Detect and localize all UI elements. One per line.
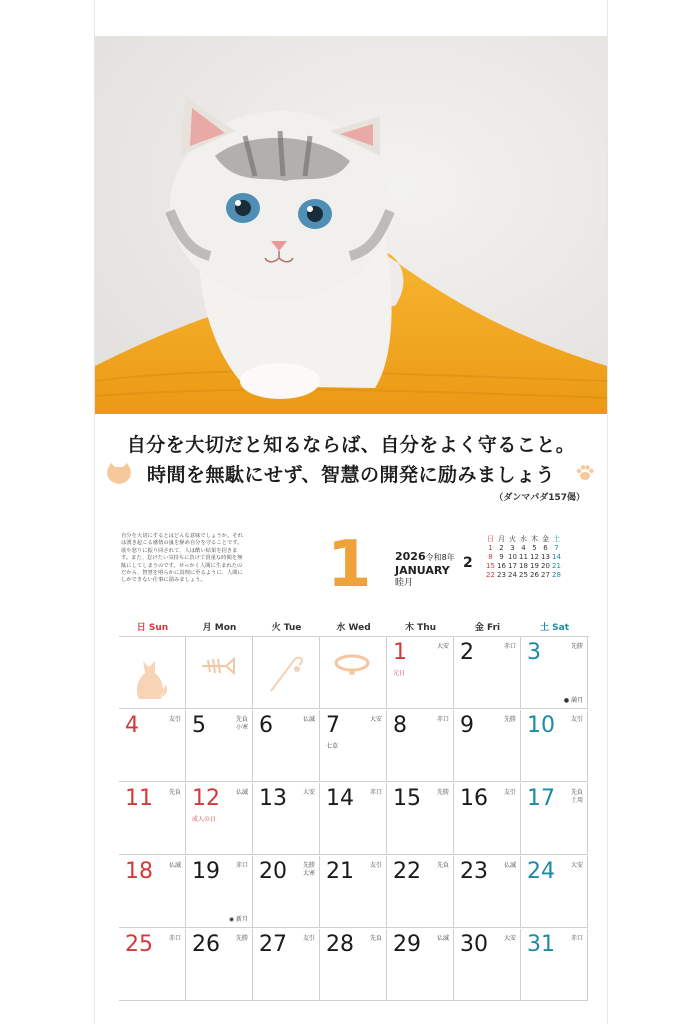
- empty-day-cell: [119, 637, 186, 709]
- mini-month-number: 2: [463, 555, 473, 571]
- rokuyo-label: 先負: [168, 789, 181, 796]
- rokuyo-label: 仏滅: [235, 789, 248, 796]
- day-cell[interactable]: [253, 929, 320, 1001]
- mini-day: 1: [488, 544, 493, 552]
- weekday-label: 月 Mon: [202, 623, 237, 633]
- mini-day: 12: [530, 553, 539, 561]
- mini-weekday: 火: [509, 535, 516, 543]
- day-number: 27: [259, 932, 287, 957]
- rokuyo-label: 仏滅: [436, 935, 449, 942]
- next-month-mini-calendar: [463, 535, 600, 580]
- mini-weekday: 月: [498, 535, 505, 543]
- day-cell[interactable]: [119, 856, 186, 928]
- mini-day: 7: [554, 544, 559, 552]
- mini-weekday: 金: [542, 535, 549, 543]
- day-cell[interactable]: [521, 783, 588, 855]
- day-number: 9: [460, 713, 474, 738]
- holiday-note: 元日: [393, 670, 406, 677]
- rokuyo-label: 先勝: [436, 789, 449, 796]
- day-cell[interactable]: [186, 783, 253, 855]
- rokuyo-label: 先負 小寒: [235, 716, 248, 731]
- month-number: 1: [327, 528, 372, 602]
- day-cell[interactable]: [253, 783, 320, 855]
- mini-day: 28: [552, 571, 561, 579]
- rokuyo-label: 仏滅: [302, 716, 315, 723]
- day-number: 18: [125, 859, 153, 884]
- day-number: 3: [527, 640, 541, 665]
- rokuyo-label: 赤口: [436, 716, 449, 723]
- paw-icon: [575, 464, 595, 482]
- day-number: 20: [259, 859, 287, 884]
- rokuyo-label: 先勝: [570, 643, 583, 650]
- quote-source: （ダンマパダ157偈）: [494, 493, 585, 503]
- rokuyo-label: 先負: [369, 935, 382, 942]
- weekday-label: 水 Wed: [336, 623, 371, 633]
- mini-weekday: 木: [531, 535, 538, 543]
- day-cell[interactable]: [320, 856, 387, 928]
- mini-day: 5: [532, 544, 537, 552]
- weekday-label: 土 Sat: [540, 623, 569, 633]
- cat-toy-wand-icon: [265, 651, 309, 699]
- holiday-note: 成人の日: [192, 816, 217, 823]
- day-cell[interactable]: [454, 637, 521, 709]
- moon-phase-label: ◉ 新月: [228, 916, 248, 923]
- day-cell[interactable]: [253, 710, 320, 782]
- day-number: 10: [527, 713, 555, 738]
- mini-day: 17: [508, 562, 517, 570]
- empty-day-cell: [320, 637, 387, 709]
- day-cell[interactable]: [521, 929, 588, 1001]
- mini-day: 26: [530, 571, 539, 579]
- day-number: 26: [192, 932, 220, 957]
- mini-day: 4: [521, 544, 526, 552]
- weekday-label: 火 Tue: [271, 623, 302, 633]
- mini-weekday: 水: [520, 535, 527, 543]
- rokuyo-label: 仏滅: [168, 862, 181, 869]
- day-cell[interactable]: [387, 929, 454, 1001]
- day-cell[interactable]: [253, 856, 320, 928]
- mini-day: 14: [552, 553, 561, 561]
- quote-line-1: 自分を大切だと知るならば、自分をよく守ること。: [126, 434, 576, 456]
- japanese-month-name: 睦月: [395, 578, 414, 588]
- rokuyo-label: 大安: [436, 643, 449, 650]
- cat-face-icon: [105, 462, 133, 486]
- day-cell[interactable]: [521, 856, 588, 928]
- month-name: JANUARY: [395, 564, 450, 577]
- rokuyo-label: 大安: [302, 789, 315, 796]
- mini-day: 25: [519, 571, 528, 579]
- day-number: 29: [393, 932, 421, 957]
- fish-bone-icon: [198, 651, 238, 685]
- month-header: [395, 550, 455, 590]
- day-number: 24: [527, 859, 555, 884]
- mini-day: 24: [508, 571, 517, 579]
- day-number: 31: [527, 932, 555, 957]
- day-cell[interactable]: [387, 710, 454, 782]
- description-text: 自分を大切にするとはどんな意味でしょうか。それは湧き起こる感情の嵐を静め自分を守ることです。欲や怒りに振り回されて、人は酷い結果を招きます。また、怠けたい気持ちに負けて貴重な時間を無駄にしてしまうのです。せっかく人間に生まれたのだから、智慧を明らかに真理に至るように、人間にしかできない仕事に励みましょう。: [121, 533, 243, 584]
- day-cell[interactable]: [454, 783, 521, 855]
- day-cell[interactable]: [387, 856, 454, 928]
- day-cell[interactable]: [119, 783, 186, 855]
- day-number: 15: [393, 786, 421, 811]
- quote-line-2: 時間を無駄にせず、智慧の開発に励みましょう: [147, 464, 555, 486]
- day-cell[interactable]: [320, 710, 387, 782]
- day-cell[interactable]: [320, 929, 387, 1001]
- mini-weekday: 土: [553, 535, 560, 543]
- mini-day: 18: [519, 562, 528, 570]
- day-number: 28: [326, 932, 354, 957]
- mini-day: 9: [499, 553, 504, 561]
- mini-calendar-table: [485, 535, 562, 580]
- day-cell[interactable]: [320, 783, 387, 855]
- day-cell[interactable]: [186, 710, 253, 782]
- day-cell[interactable]: [387, 783, 454, 855]
- day-cell[interactable]: [186, 856, 253, 928]
- cat-silhouette-icon: [131, 651, 171, 705]
- day-number: 11: [125, 786, 153, 811]
- mini-day: 6: [543, 544, 548, 552]
- day-number: 7: [326, 713, 340, 738]
- quote-block: [95, 418, 607, 508]
- calendar-page: [94, 0, 608, 1024]
- mini-day: 3: [510, 544, 515, 552]
- day-number: 17: [527, 786, 555, 811]
- rokuyo-label: 先勝 大寒: [302, 862, 315, 877]
- mini-day: 15: [486, 562, 495, 570]
- day-number: 12: [192, 786, 220, 811]
- rokuyo-label: 先負: [436, 862, 449, 869]
- mini-day: 11: [519, 553, 528, 561]
- day-number: 16: [460, 786, 488, 811]
- weekday-header: [119, 620, 589, 636]
- rokuyo-label: 友引: [503, 789, 516, 796]
- empty-day-cell: [186, 637, 253, 709]
- mini-day: 2: [499, 544, 504, 552]
- day-number: 22: [393, 859, 421, 884]
- day-number: 5: [192, 713, 206, 738]
- mini-day: 21: [552, 562, 561, 570]
- day-number: 13: [259, 786, 287, 811]
- year: 2026: [395, 550, 426, 563]
- weekday-label: 木 Thu: [404, 623, 437, 633]
- rokuyo-label: 大安: [570, 862, 583, 869]
- mini-day: 22: [486, 571, 495, 579]
- mini-day: 8: [488, 553, 493, 561]
- rokuyo-label: 先勝: [503, 716, 516, 723]
- rokuyo-label: 友引: [168, 716, 181, 723]
- rokuyo-label: 仏滅: [503, 862, 516, 869]
- day-number: 1: [393, 640, 407, 665]
- rokuyo-label: 赤口: [235, 862, 248, 869]
- rokuyo-label: 先負 土用: [570, 789, 583, 804]
- mini-day: 27: [541, 571, 550, 579]
- holiday-note: 七草: [326, 743, 339, 750]
- kitten-illustration: [95, 36, 607, 414]
- day-cells: [119, 636, 589, 1017]
- era-year: 令和8年: [425, 553, 455, 562]
- day-cell[interactable]: [454, 856, 521, 928]
- day-number: 25: [125, 932, 153, 957]
- empty-day-cell: [253, 637, 320, 709]
- rokuyo-label: 赤口: [503, 643, 516, 650]
- mini-day: 13: [541, 553, 550, 561]
- rokuyo-label: 大安: [369, 716, 382, 723]
- day-cell[interactable]: [454, 710, 521, 782]
- day-number: 23: [460, 859, 488, 884]
- day-number: 2: [460, 640, 474, 665]
- day-number: 30: [460, 932, 488, 957]
- kitten-photo: [95, 36, 607, 414]
- day-number: 14: [326, 786, 354, 811]
- day-number: 19: [192, 859, 220, 884]
- day-number: 21: [326, 859, 354, 884]
- day-cell[interactable]: [186, 929, 253, 1001]
- rokuyo-label: 友引: [302, 935, 315, 942]
- day-cell[interactable]: [387, 637, 454, 709]
- cat-collar-icon: [332, 651, 372, 681]
- day-cell[interactable]: [454, 929, 521, 1001]
- day-cell[interactable]: [521, 637, 588, 709]
- rokuyo-label: 先勝: [235, 935, 248, 942]
- day-number: 6: [259, 713, 273, 738]
- mini-day: 10: [508, 553, 517, 561]
- mini-day: 23: [497, 571, 506, 579]
- rokuyo-label: 赤口: [570, 935, 583, 942]
- rokuyo-label: 友引: [369, 862, 382, 869]
- day-cell[interactable]: [119, 710, 186, 782]
- weekday-label: 日 Sun: [136, 623, 169, 633]
- rokuyo-label: 友引: [570, 716, 583, 723]
- weekday-label: 金 Fri: [474, 623, 501, 633]
- mini-weekday: 日: [487, 535, 494, 543]
- moon-phase-label: ● 満月: [563, 697, 583, 704]
- day-cell[interactable]: [521, 710, 588, 782]
- mini-day: 20: [541, 562, 550, 570]
- rokuyo-label: 赤口: [168, 935, 181, 942]
- day-cell[interactable]: [119, 929, 186, 1001]
- day-number: 8: [393, 713, 407, 738]
- day-number: 4: [125, 713, 139, 738]
- mini-day: 16: [497, 562, 506, 570]
- rokuyo-label: 大安: [503, 935, 516, 942]
- mini-day: 19: [530, 562, 539, 570]
- rokuyo-label: 赤口: [369, 789, 382, 796]
